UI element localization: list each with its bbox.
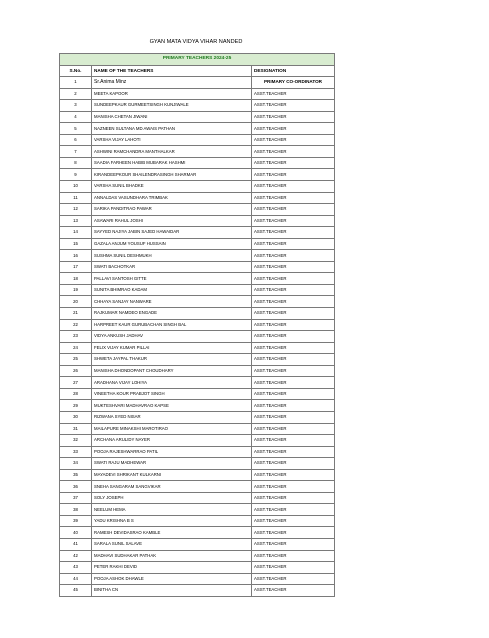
row-teacher-name: ASHWINI RAMCHANDRA MANTHALKAR bbox=[92, 146, 252, 158]
row-designation: ASST.TEACHER bbox=[252, 215, 335, 227]
table-row bbox=[60, 400, 335, 412]
row-teacher-name: SHWETA JAYPAL THAKUR bbox=[92, 354, 252, 366]
row-sno: 17 bbox=[60, 261, 92, 273]
table-row bbox=[60, 77, 335, 89]
table-row bbox=[60, 538, 335, 550]
table-row bbox=[60, 585, 335, 597]
row-sno: 44 bbox=[60, 573, 92, 585]
table-row bbox=[60, 296, 335, 308]
table-row bbox=[60, 111, 335, 123]
row-teacher-name: POOJA ASHOK DHAWLE bbox=[92, 573, 252, 585]
row-teacher-name: Sr.Anima Minz bbox=[92, 77, 252, 89]
row-teacher-name: FELIX VIJAY KUMAR PILLAI bbox=[92, 342, 252, 354]
row-designation: ASST.TEACHER bbox=[252, 123, 335, 135]
row-teacher-name: ARADHANA VIJAY LOHIYA bbox=[92, 377, 252, 389]
table-row bbox=[60, 527, 335, 539]
column-header-name: NAME OF THE TEACHERS bbox=[92, 65, 252, 77]
table-row bbox=[60, 354, 335, 366]
row-teacher-name: VARSHA SUNIL BHADKE bbox=[92, 181, 252, 193]
table-row bbox=[60, 227, 335, 239]
row-teacher-name: PALLAVI SANTOSH GITTE bbox=[92, 273, 252, 285]
row-sno: 25 bbox=[60, 354, 92, 366]
table-row bbox=[60, 273, 335, 285]
row-teacher-name: MANISHA CHETAN JIWANI bbox=[92, 111, 252, 123]
row-designation: ASST.TEACHER bbox=[252, 423, 335, 435]
row-designation: ASST.TEACHER bbox=[252, 527, 335, 539]
row-designation: ASST.TEACHER bbox=[252, 273, 335, 285]
row-sno: 33 bbox=[60, 446, 92, 458]
table-row bbox=[60, 446, 335, 458]
row-designation: ASST.TEACHER bbox=[252, 538, 335, 550]
row-designation: ASST.TEACHER bbox=[252, 250, 335, 262]
row-sno: 16 bbox=[60, 250, 92, 262]
table-row bbox=[60, 88, 335, 100]
row-designation: ASST.TEACHER bbox=[252, 88, 335, 100]
table-row bbox=[60, 435, 335, 447]
row-sno: 18 bbox=[60, 273, 92, 285]
row-teacher-name: SUNITA BHIMRAO KADAM bbox=[92, 284, 252, 296]
table-row bbox=[60, 515, 335, 527]
row-designation: ASST.TEACHER bbox=[252, 204, 335, 216]
row-sno: 8 bbox=[60, 157, 92, 169]
row-teacher-name: BINITHA CN bbox=[92, 585, 252, 597]
row-teacher-name: GAZALA ANJUM YOUSUF HUSSAIN bbox=[92, 238, 252, 250]
row-designation: ASST.TEACHER bbox=[252, 562, 335, 574]
row-sno: 34 bbox=[60, 458, 92, 470]
row-designation: ASST.TEACHER bbox=[252, 388, 335, 400]
table-row bbox=[60, 342, 335, 354]
row-designation: ASST.TEACHER bbox=[252, 365, 335, 377]
row-sno: 23 bbox=[60, 331, 92, 343]
row-designation: ASST.TEACHER bbox=[252, 192, 335, 204]
row-sno: 7 bbox=[60, 146, 92, 158]
table-row bbox=[60, 481, 335, 493]
row-teacher-name: ASAWARI RAHUL JOSHI bbox=[92, 215, 252, 227]
table-row bbox=[60, 458, 335, 470]
row-sno: 42 bbox=[60, 550, 92, 562]
table-row bbox=[60, 504, 335, 516]
table-row bbox=[60, 157, 335, 169]
row-sno: 13 bbox=[60, 215, 92, 227]
row-teacher-name: SAYYED NAJIYA JABIN SAJED HAWAIDAR bbox=[92, 227, 252, 239]
row-designation: ASST.TEACHER bbox=[252, 308, 335, 320]
row-teacher-name: SARALA SUNIL SALAVE bbox=[92, 538, 252, 550]
row-designation: ASST.TEACHER bbox=[252, 296, 335, 308]
row-designation: ASST.TEACHER bbox=[252, 504, 335, 516]
row-sno: 5 bbox=[60, 123, 92, 135]
row-designation: ASST.TEACHER bbox=[252, 515, 335, 527]
row-designation: ASST.TEACHER bbox=[252, 435, 335, 447]
table-row bbox=[60, 319, 335, 331]
row-designation: ASST.TEACHER bbox=[252, 481, 335, 493]
row-teacher-name: MADHAVI SUDHAKAR PATHAK bbox=[92, 550, 252, 562]
table-row bbox=[60, 573, 335, 585]
table-row bbox=[60, 284, 335, 296]
table-row bbox=[60, 181, 335, 193]
row-designation: ASST.TEACHER bbox=[252, 585, 335, 597]
row-sno: 11 bbox=[60, 192, 92, 204]
section-title: PRIMARY TEACHERS 2024-25 bbox=[60, 54, 335, 66]
row-sno: 15 bbox=[60, 238, 92, 250]
row-teacher-name: SARIKA PANDITRAO PAWAR bbox=[92, 204, 252, 216]
column-header-sno: S.No. bbox=[60, 65, 92, 77]
row-teacher-name: MANISHA DHONDOPANT CHOUDHARY bbox=[92, 365, 252, 377]
row-designation: ASST.TEACHER bbox=[252, 284, 335, 296]
column-header-designation: DESIGNATION bbox=[252, 65, 335, 77]
row-designation: ASST.TEACHER bbox=[252, 261, 335, 273]
row-designation: ASST.TEACHER bbox=[252, 157, 335, 169]
table-row bbox=[60, 411, 335, 423]
row-designation: ASST.TEACHER bbox=[252, 550, 335, 562]
row-designation: ASST.TEACHER bbox=[252, 342, 335, 354]
row-teacher-name: MAILAPURE MINAKSHI MAROTIRAO bbox=[92, 423, 252, 435]
row-teacher-name: KIRANDEEPKOUR SHAILENDRASINGH SHARMAR bbox=[92, 169, 252, 181]
row-teacher-name: SWATI RAJU MADHEWAR bbox=[92, 458, 252, 470]
table-row bbox=[60, 469, 335, 481]
row-teacher-name: VARSHA VIJAY LAHOTI bbox=[92, 134, 252, 146]
row-teacher-name: ARCHANA ARULIDY NAYER bbox=[92, 435, 252, 447]
row-sno: 24 bbox=[60, 342, 92, 354]
row-teacher-name: MEETA KAPOOR bbox=[92, 88, 252, 100]
row-sno: 29 bbox=[60, 400, 92, 412]
row-designation: ASST.TEACHER bbox=[252, 227, 335, 239]
row-sno: 26 bbox=[60, 365, 92, 377]
row-designation: ASST.TEACHER bbox=[252, 458, 335, 470]
row-sno: 19 bbox=[60, 284, 92, 296]
table-row bbox=[60, 308, 335, 320]
table-row bbox=[60, 192, 335, 204]
row-teacher-name: SOLY JOSEPH bbox=[92, 492, 252, 504]
row-sno: 32 bbox=[60, 435, 92, 447]
row-sno: 30 bbox=[60, 411, 92, 423]
row-sno: 41 bbox=[60, 538, 92, 550]
row-designation: ASST.TEACHER bbox=[252, 319, 335, 331]
row-designation: ASST.TEACHER bbox=[252, 377, 335, 389]
institution-title: GYAN MATA VIDYA VIHAR NANDED bbox=[149, 39, 243, 45]
row-designation: ASST.TEACHER bbox=[252, 354, 335, 366]
row-designation: ASST.TEACHER bbox=[252, 181, 335, 193]
table-row bbox=[60, 331, 335, 343]
table-row bbox=[60, 261, 335, 273]
row-teacher-name: VIDYA ANKUSH JADHAV bbox=[92, 331, 252, 343]
row-sno: 1 bbox=[60, 77, 92, 89]
table-row bbox=[60, 169, 335, 181]
row-teacher-name: SUSHMA SUNIL DESHMUKH bbox=[92, 250, 252, 262]
row-teacher-name: SAADIA FARHEEN HABIB MUBARAK HASHMI bbox=[92, 157, 252, 169]
row-sno: 38 bbox=[60, 504, 92, 516]
row-teacher-name: SWATI BACHOTKAR bbox=[92, 261, 252, 273]
row-teacher-name: RIZWANA SYED NISAR bbox=[92, 411, 252, 423]
table-row bbox=[60, 377, 335, 389]
column-header-row bbox=[60, 65, 335, 77]
table-row bbox=[60, 146, 335, 158]
table-row bbox=[60, 100, 335, 112]
section-header-row bbox=[60, 54, 335, 66]
row-sno: 28 bbox=[60, 388, 92, 400]
row-designation: ASST.TEACHER bbox=[252, 169, 335, 181]
row-sno: 3 bbox=[60, 100, 92, 112]
row-designation: ASST.TEACHER bbox=[252, 492, 335, 504]
row-teacher-name: NEELUM HEMA bbox=[92, 504, 252, 516]
row-teacher-name: VINEETHA KOUR PRABJOT SINGH bbox=[92, 388, 252, 400]
table-row bbox=[60, 215, 335, 227]
row-sno: 31 bbox=[60, 423, 92, 435]
row-sno: 43 bbox=[60, 562, 92, 574]
row-teacher-name: MUKTESHVARI MADHAVRAO KAPSE bbox=[92, 400, 252, 412]
row-sno: 2 bbox=[60, 88, 92, 100]
row-sno: 12 bbox=[60, 204, 92, 216]
row-designation: ASST.TEACHER bbox=[252, 100, 335, 112]
row-sno: 40 bbox=[60, 527, 92, 539]
row-sno: 36 bbox=[60, 481, 92, 493]
row-teacher-name: MAYADEVI SHRIKANT KULKARNI bbox=[92, 469, 252, 481]
table-row bbox=[60, 550, 335, 562]
row-designation: ASST.TEACHER bbox=[252, 238, 335, 250]
row-sno: 21 bbox=[60, 308, 92, 320]
table-row bbox=[60, 238, 335, 250]
row-sno: 20 bbox=[60, 296, 92, 308]
row-teacher-name: CHHAYA SANJAY NANWARE bbox=[92, 296, 252, 308]
row-designation: ASST.TEACHER bbox=[252, 411, 335, 423]
row-teacher-name: SUNDEEPKAUR GURMEETSINGH KUNJIWALE bbox=[92, 100, 252, 112]
row-designation: ASST.TEACHER bbox=[252, 146, 335, 158]
row-designation: ASST.TEACHER bbox=[252, 111, 335, 123]
row-sno: 10 bbox=[60, 181, 92, 193]
row-sno: 9 bbox=[60, 169, 92, 181]
row-sno: 22 bbox=[60, 319, 92, 331]
table-row bbox=[60, 492, 335, 504]
row-designation: ASST.TEACHER bbox=[252, 331, 335, 343]
table-row bbox=[60, 204, 335, 216]
row-teacher-name: YADU KRISHNA B S bbox=[92, 515, 252, 527]
row-teacher-name: POOJA RAJESHWARRAO PATIL bbox=[92, 446, 252, 458]
row-designation: ASST.TEACHER bbox=[252, 446, 335, 458]
table-row bbox=[60, 134, 335, 146]
table-row bbox=[60, 250, 335, 262]
row-sno: 45 bbox=[60, 585, 92, 597]
row-sno: 6 bbox=[60, 134, 92, 146]
row-sno: 35 bbox=[60, 469, 92, 481]
table-row bbox=[60, 123, 335, 135]
row-teacher-name: RAMESH DEVIDASRAO KAMBLE bbox=[92, 527, 252, 539]
row-sno: 27 bbox=[60, 377, 92, 389]
row-sno: 39 bbox=[60, 515, 92, 527]
row-designation: PRIMARY CO-ORDINATOR bbox=[252, 77, 335, 89]
teachers-table bbox=[59, 53, 335, 597]
row-designation: ASST.TEACHER bbox=[252, 134, 335, 146]
row-sno: 14 bbox=[60, 227, 92, 239]
row-sno: 4 bbox=[60, 111, 92, 123]
table-row bbox=[60, 423, 335, 435]
row-teacher-name: RAJKUMAR NAMDEO ENGADE bbox=[92, 308, 252, 320]
table-row bbox=[60, 388, 335, 400]
row-teacher-name: HARPREET KAUR GURUBACHAN SINGH BAL bbox=[92, 319, 252, 331]
row-teacher-name: SNEHA SANGARAM SANGVIKAR bbox=[92, 481, 252, 493]
table-row bbox=[60, 365, 335, 377]
row-sno: 37 bbox=[60, 492, 92, 504]
row-teacher-name: NAZNEEN SULTANA MD AWAIS PATHAN bbox=[92, 123, 252, 135]
table-row bbox=[60, 562, 335, 574]
row-teacher-name: ANNALDAS VASUNDHARA TRIMBAK bbox=[92, 192, 252, 204]
row-teacher-name: PETER RAKHI DEVID bbox=[92, 562, 252, 574]
row-designation: ASST.TEACHER bbox=[252, 469, 335, 481]
row-designation: ASST.TEACHER bbox=[252, 400, 335, 412]
row-designation: ASST.TEACHER bbox=[252, 573, 335, 585]
